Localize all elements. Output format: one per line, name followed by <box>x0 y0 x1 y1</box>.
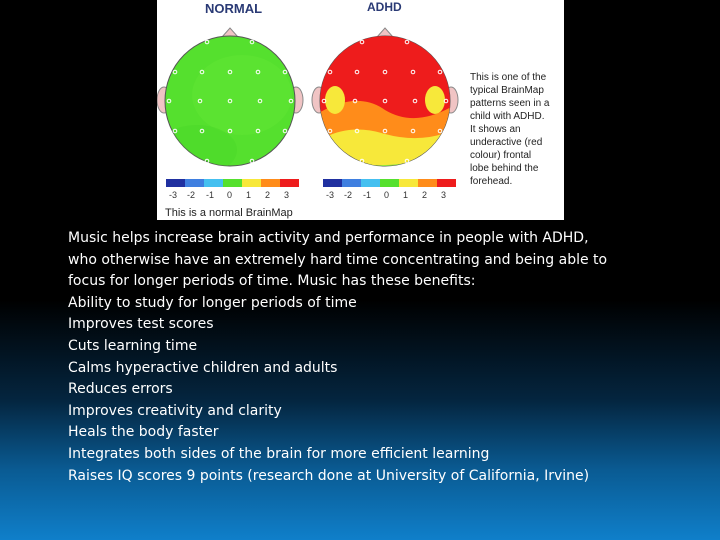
scale-ticks-right <box>326 190 446 200</box>
color-scale-left <box>166 179 299 200</box>
caption-line: patterns seen in a <box>470 98 550 109</box>
caption-line: colour) frontal <box>470 150 532 161</box>
caption-line: It shows an <box>470 124 521 135</box>
brainmap-figure <box>157 0 564 220</box>
bottom-caption: This is a normal BrainMap <box>165 207 293 219</box>
svg-text:1: 1 <box>246 190 252 200</box>
benefit-item: Raises IQ scores 9 points (research done at University of California, Irvine) <box>68 467 590 484</box>
caption-line: child with ADHD. <box>470 111 545 122</box>
svg-text:2: 2 <box>422 190 428 200</box>
intro-line: focus for longer periods of time. Music has these benefits: <box>68 273 476 290</box>
svg-text:-3: -3 <box>326 190 335 200</box>
svg-text:0: 0 <box>384 190 390 200</box>
color-scale-right <box>323 179 456 200</box>
slide-body-text <box>68 228 708 487</box>
svg-text:-2: -2 <box>344 190 353 200</box>
scale-ticks-left <box>169 190 289 200</box>
normal-label: NORMAL <box>205 1 263 16</box>
caption-line: underactive (red <box>470 137 543 148</box>
svg-text:3: 3 <box>284 190 290 200</box>
svg-text:0: 0 <box>227 190 233 200</box>
benefit-item: Integrates both sides of the brain for more efficient learning <box>68 445 490 462</box>
adhd-label: ADHD <box>367 0 402 14</box>
intro-line: Music helps increase brain activity and performance in people with ADHD, <box>68 230 589 246</box>
svg-text:-1: -1 <box>206 190 215 200</box>
svg-text:1: 1 <box>403 190 409 200</box>
svg-text:3: 3 <box>441 190 447 200</box>
benefit-item: Heals the body faster <box>68 424 219 441</box>
caption-line: This is one of the <box>470 72 547 83</box>
benefit-item: Calms hyperactive children and adults <box>68 359 338 376</box>
benefit-item: Cuts learning time <box>68 337 198 354</box>
svg-text:2: 2 <box>265 190 271 200</box>
svg-text:-3: -3 <box>169 190 178 200</box>
normal-brain-map <box>157 28 303 175</box>
intro-line: who otherwise have an extremely hard time concentrating and being able to <box>68 251 608 268</box>
benefit-item: Improves creativity and clarity <box>68 402 282 419</box>
caption-line: typical BrainMap <box>470 85 544 96</box>
svg-text:-1: -1 <box>363 190 372 200</box>
adhd-side-caption <box>470 71 564 188</box>
caption-line: lobe behind the <box>470 163 539 174</box>
svg-text:-2: -2 <box>187 190 196 200</box>
benefit-item: Reduces errors <box>68 381 173 398</box>
benefit-item: Improves test scores <box>68 316 214 333</box>
benefit-item: Ability to study for longer periods of time <box>68 294 357 311</box>
caption-line: forehead. <box>470 176 513 187</box>
adhd-brain-map <box>312 28 458 175</box>
